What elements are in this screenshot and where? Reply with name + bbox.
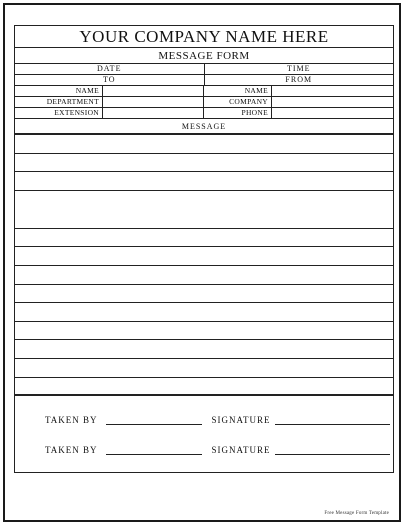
message-line[interactable] bbox=[15, 359, 393, 378]
to-from-row bbox=[15, 75, 393, 86]
form-sheet bbox=[3, 3, 401, 522]
message-form bbox=[14, 25, 394, 473]
date-time-row bbox=[15, 64, 393, 75]
message-line[interactable] bbox=[15, 378, 393, 397]
message-line[interactable] bbox=[15, 340, 393, 359]
message-line[interactable] bbox=[15, 285, 393, 304]
taken-by-label: TAKEN BY bbox=[45, 415, 98, 426]
department-field[interactable] bbox=[103, 97, 204, 107]
message-line[interactable] bbox=[15, 266, 393, 285]
message-line[interactable] bbox=[15, 247, 393, 266]
company-field[interactable] bbox=[272, 97, 393, 107]
signature-row bbox=[15, 414, 393, 425]
extension-field[interactable] bbox=[103, 108, 204, 118]
time-label: TIME bbox=[204, 64, 394, 74]
phone-field[interactable] bbox=[272, 108, 393, 118]
taken-by-field[interactable] bbox=[106, 444, 202, 455]
detail-row-department bbox=[15, 97, 393, 108]
detail-row-extension bbox=[15, 108, 393, 119]
company-name: YOUR COMPANY NAME HERE bbox=[15, 26, 393, 48]
message-line[interactable] bbox=[15, 191, 393, 229]
form-title: MESSAGE FORM bbox=[15, 48, 393, 64]
message-line[interactable] bbox=[15, 229, 393, 248]
message-label: MESSAGE bbox=[15, 119, 393, 135]
signature-field[interactable] bbox=[275, 444, 390, 455]
date-label: DATE bbox=[97, 64, 122, 73]
from-label: FROM bbox=[204, 75, 394, 85]
message-line[interactable] bbox=[15, 303, 393, 322]
from-name-field[interactable] bbox=[272, 86, 393, 96]
signature-label: SIGNATURE bbox=[211, 415, 271, 426]
extension-label: EXTENSION bbox=[15, 108, 103, 118]
from-name-label: NAME bbox=[204, 86, 272, 96]
signature-field[interactable] bbox=[275, 414, 390, 425]
signature-row bbox=[15, 444, 393, 455]
phone-label: PHONE bbox=[204, 108, 272, 118]
signature-section bbox=[15, 396, 393, 472]
department-label: DEPARTMENT bbox=[15, 97, 103, 107]
to-label: TO bbox=[102, 75, 116, 84]
message-line[interactable] bbox=[15, 154, 393, 173]
message-line[interactable] bbox=[15, 322, 393, 341]
signature-label: SIGNATURE bbox=[211, 445, 271, 456]
detail-row-name bbox=[15, 86, 393, 97]
taken-by-field[interactable] bbox=[106, 414, 202, 425]
company-label: COMPANY bbox=[204, 97, 272, 107]
to-name-field[interactable] bbox=[103, 86, 204, 96]
footer-text: Free Message Form Template bbox=[324, 511, 389, 516]
to-name-label: NAME bbox=[15, 86, 103, 96]
message-line[interactable] bbox=[15, 172, 393, 191]
taken-by-label: TAKEN BY bbox=[45, 445, 98, 456]
message-line[interactable] bbox=[15, 135, 393, 154]
